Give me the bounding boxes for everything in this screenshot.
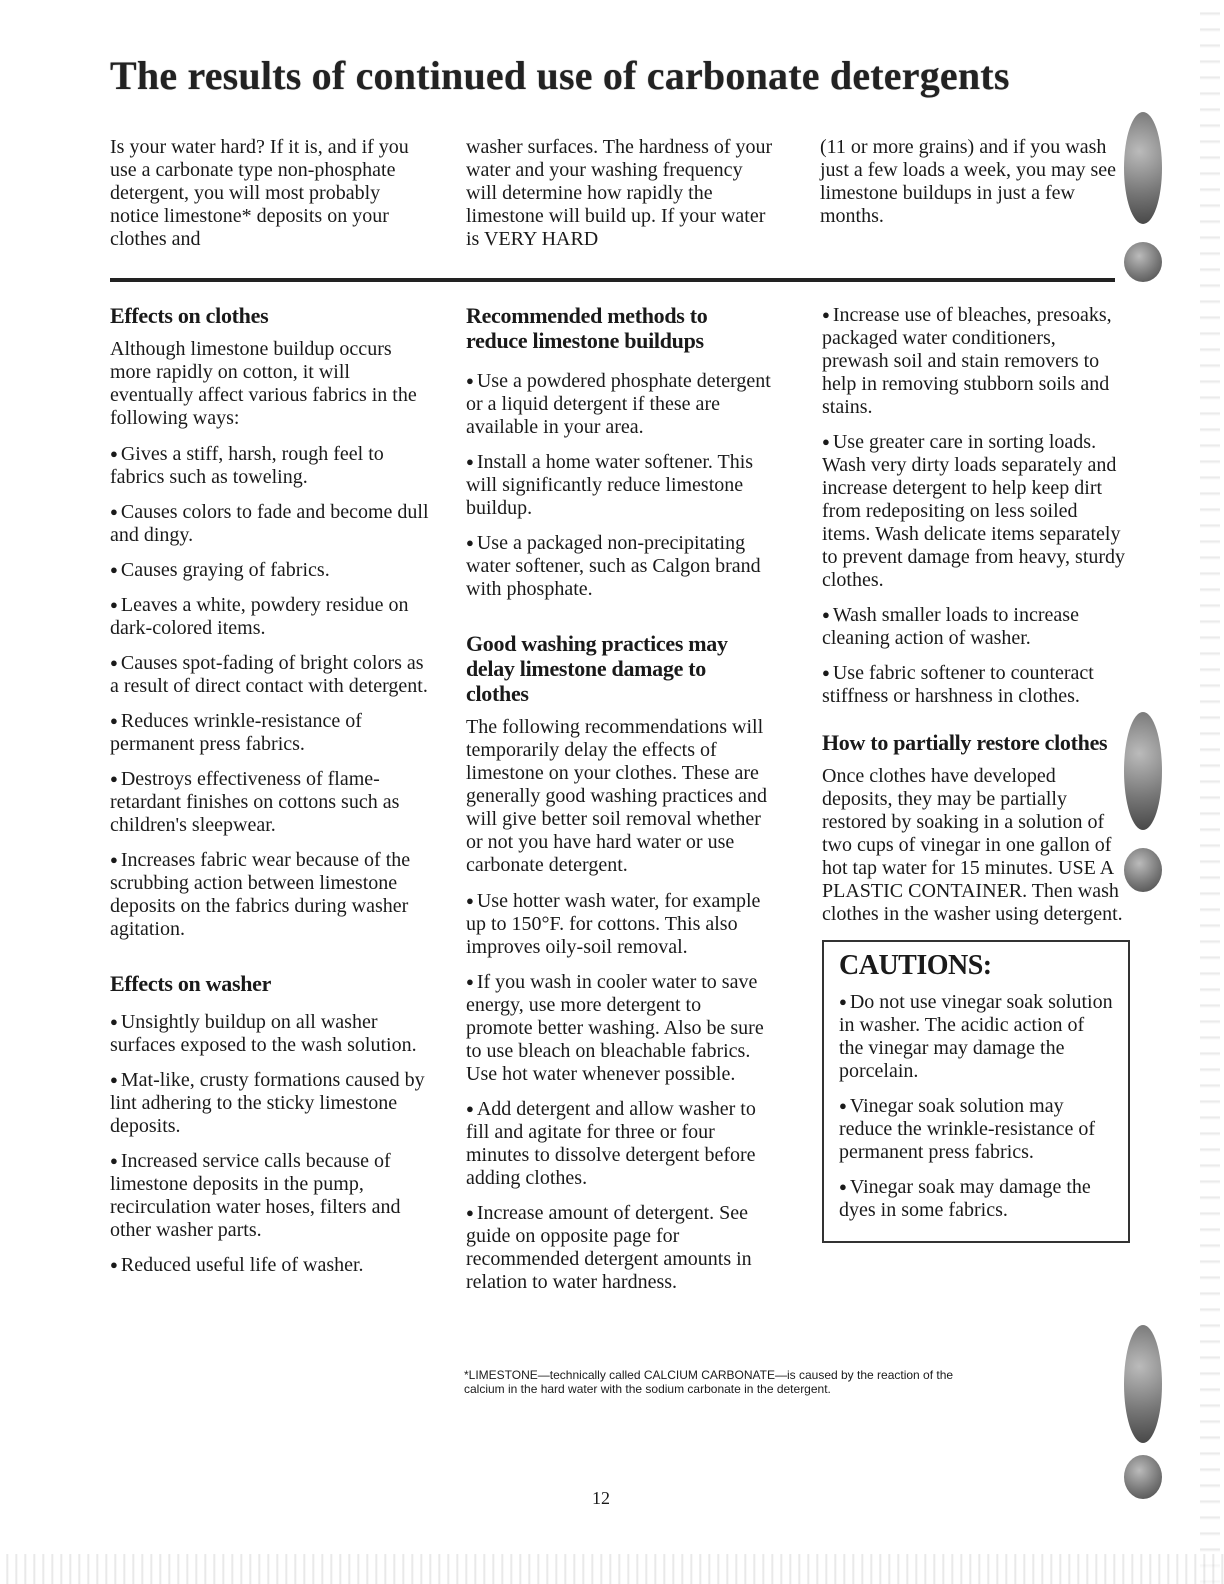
binder-hole-icon <box>1124 712 1162 830</box>
list-item: ● Add detergent and allow washer to fill and agitate for three or four minutes to dissolve detergent before adding clothes. <box>466 1098 756 1189</box>
bullet-icon: ● <box>110 504 118 519</box>
more-practices-list <box>822 303 1127 708</box>
list-item: ● If you wash in cooler water to save energy, use more detergent to promote better washing. Also be sure to use bleach on bleachable fabrics. Use hot water whenever possible. <box>466 971 764 1085</box>
bullet-icon: ● <box>466 893 474 908</box>
cautions-list <box>839 990 1113 1222</box>
list-item: ● Wash smaller loads to increase cleaning action of washer. <box>822 604 1079 649</box>
bullet-icon: ● <box>466 454 474 469</box>
recommended-methods-heading: Recommended methods to reduce limestone buildups <box>466 303 708 353</box>
list-item: ● Gives a stiff, harsh, rough feel to fabrics such as toweling. <box>110 443 384 488</box>
limestone-footnote: *LIMESTONE—technically called CALCIUM CARBONATE—is caused by the reaction of the calcium in the hard water with the sodium carbonate in the detergent. <box>464 1368 954 1396</box>
list-item: ● Leaves a white, powdery residue on dark-colored items. <box>110 594 409 639</box>
bullet-icon: ● <box>822 665 830 680</box>
column-right <box>822 303 1127 938</box>
cautions-heading: CAUTIONS: <box>839 950 992 981</box>
intro-text-col2: washer surfaces. The hardness of your water and your washing frequency will determine how rapidly the limestone will build up. If your water is VERY HARD <box>466 136 773 250</box>
scan-edge-artifact <box>1200 0 1220 1584</box>
list-item: ● Increases fabric wear because of the scrubbing action between limestone deposits on the fabrics during washer agitation. <box>110 849 411 940</box>
column-middle <box>466 303 771 1306</box>
scan-bottom-artifact <box>0 1554 1224 1584</box>
good-practices-intro: The following recommendations will temporarily delay the effects of limestone on your clothes. These are generally good washing practices and will give better soil removal whether or not you have hard water or use carbonate detergent. <box>466 716 768 876</box>
recommended-methods-list <box>466 369 771 601</box>
list-item: ● Use greater care in sorting loads. Wash very dirty loads separately and increase detergent to help keep dirt from redepositing on less soiled items. Wash delicate items separately to prevent damage from heavy, sturdy clothes. <box>822 431 1126 591</box>
bullet-icon: ● <box>110 446 118 461</box>
bullet-icon: ● <box>466 373 474 388</box>
bullet-icon: ● <box>110 771 118 786</box>
bullet-icon: ● <box>839 1098 847 1113</box>
list-item: ● Vinegar soak may damage the dyes in some fabrics. <box>839 1176 1091 1221</box>
effects-on-clothes-list <box>110 442 430 941</box>
list-item: ● Causes spot-fading of bright colors as a result of direct contact with detergent. <box>110 652 428 697</box>
bullet-icon: ● <box>822 434 830 449</box>
list-item: ● Increase amount of detergent. See guide on opposite page for recommended detergent amounts in relation to water hardness. <box>466 1202 752 1293</box>
list-item: ● Use a powdered phosphate detergent or a liquid detergent if these are available in your area. <box>466 370 771 438</box>
bullet-icon: ● <box>110 1072 118 1087</box>
effects-on-clothes-intro: Although limestone buildup occurs more rapidly on cotton, it will eventually affect various fabrics in the following ways: <box>110 338 417 429</box>
binder-hole-icon <box>1124 1325 1162 1443</box>
binder-hole-icon <box>1124 848 1162 892</box>
list-item: ● Causes colors to fade and become dull and dingy. <box>110 501 429 546</box>
list-item: ● Causes graying of fabrics. <box>110 559 330 581</box>
restore-clothes-heading: How to partially restore clothes <box>822 730 1108 755</box>
bullet-icon: ● <box>466 1205 474 1220</box>
bullet-icon: ● <box>466 1101 474 1116</box>
bullet-icon: ● <box>822 607 830 622</box>
intro-text-col1: Is your water hard? If it is, and if you use a carbonate type non-phosphate detergent, you will most probably notice limestone* deposits on your clothes and <box>110 136 409 250</box>
list-item: ● Increase use of bleaches, presoaks, packaged water conditioners, prewash soil and stain removers to help in removing stubborn soils and stains. <box>822 304 1112 418</box>
bullet-icon: ● <box>110 1153 118 1168</box>
bullet-icon: ● <box>466 974 474 989</box>
good-practices-heading: Good washing practices may delay limestone damage to clothes <box>466 631 728 706</box>
bullet-icon: ● <box>110 597 118 612</box>
effects-on-washer-heading: Effects on washer <box>110 971 272 996</box>
binder-hole-icon <box>1124 242 1162 282</box>
section-divider <box>110 278 1115 282</box>
binder-hole-icon <box>1124 112 1162 224</box>
binder-hole-icon <box>1124 1455 1162 1499</box>
bullet-icon: ● <box>110 852 118 867</box>
bullet-icon: ● <box>466 535 474 550</box>
page-title: The results of continued use of carbonate detergents <box>110 53 1010 98</box>
intro-text-col3: (11 or more grains) and if you wash just a few loads a week, you may see limestone buildups in just a few months. <box>820 136 1117 227</box>
bullet-icon: ● <box>822 307 830 322</box>
list-item: ● Install a home water softener. This will significantly reduce limestone buildup. <box>466 451 754 519</box>
page-number: 12 <box>592 1488 610 1508</box>
list-item: ● Vinegar soak solution may reduce the wrinkle-resistance of permanent press fabrics. <box>839 1095 1095 1163</box>
bullet-icon: ● <box>110 713 118 728</box>
restore-clothes-text: Once clothes have developed deposits, they may be partially restored by soaking in a solution of two cups of vinegar in one gallon of hot tap water for 15 minutes. USE A PLASTIC CONTAINER. Then wash clothes in the washer using detergent. <box>822 765 1123 925</box>
list-item: ● Unsightly buildup on all washer surfaces exposed to the wash solution. <box>110 1011 417 1056</box>
bullet-icon: ● <box>110 562 118 577</box>
list-item: ● Mat-like, crusty formations caused by lint adhering to the sticky limestone deposits. <box>110 1069 425 1137</box>
list-item: ● Use a packaged non-precipitating water softener, such as Calgon brand with phosphate. <box>466 532 761 600</box>
effects-on-clothes-heading: Effects on clothes <box>110 303 269 328</box>
cautions-box <box>822 940 1130 1243</box>
list-item: ● Use hotter wash water, for example up to 150°F. for cottons. This also improves oily-soil removal. <box>466 890 761 958</box>
list-item: ● Increased service calls because of limestone deposits in the pump, recirculation water hoses, filters and other washer parts. <box>110 1150 401 1241</box>
bullet-icon: ● <box>110 1014 118 1029</box>
list-item: ● Use fabric softener to counteract stiffness or harshness in clothes. <box>822 662 1094 707</box>
column-left <box>110 303 430 1289</box>
bullet-icon: ● <box>839 994 847 1009</box>
good-practices-list <box>466 889 771 1294</box>
bullet-icon: ● <box>110 1257 118 1272</box>
list-item: ● Destroys effectiveness of flame-retardant finishes on cottons such as children's sleepwear. <box>110 768 400 836</box>
bullet-icon: ● <box>110 655 118 670</box>
bullet-icon: ● <box>839 1179 847 1194</box>
list-item: ● Reduces wrinkle-resistance of permanent press fabrics. <box>110 710 362 755</box>
list-item: ● Reduced useful life of washer. <box>110 1254 364 1276</box>
list-item: ● Do not use vinegar soak solution in washer. The acidic action of the vinegar may damage the porcelain. <box>839 991 1113 1082</box>
effects-on-washer-list <box>110 1010 430 1277</box>
